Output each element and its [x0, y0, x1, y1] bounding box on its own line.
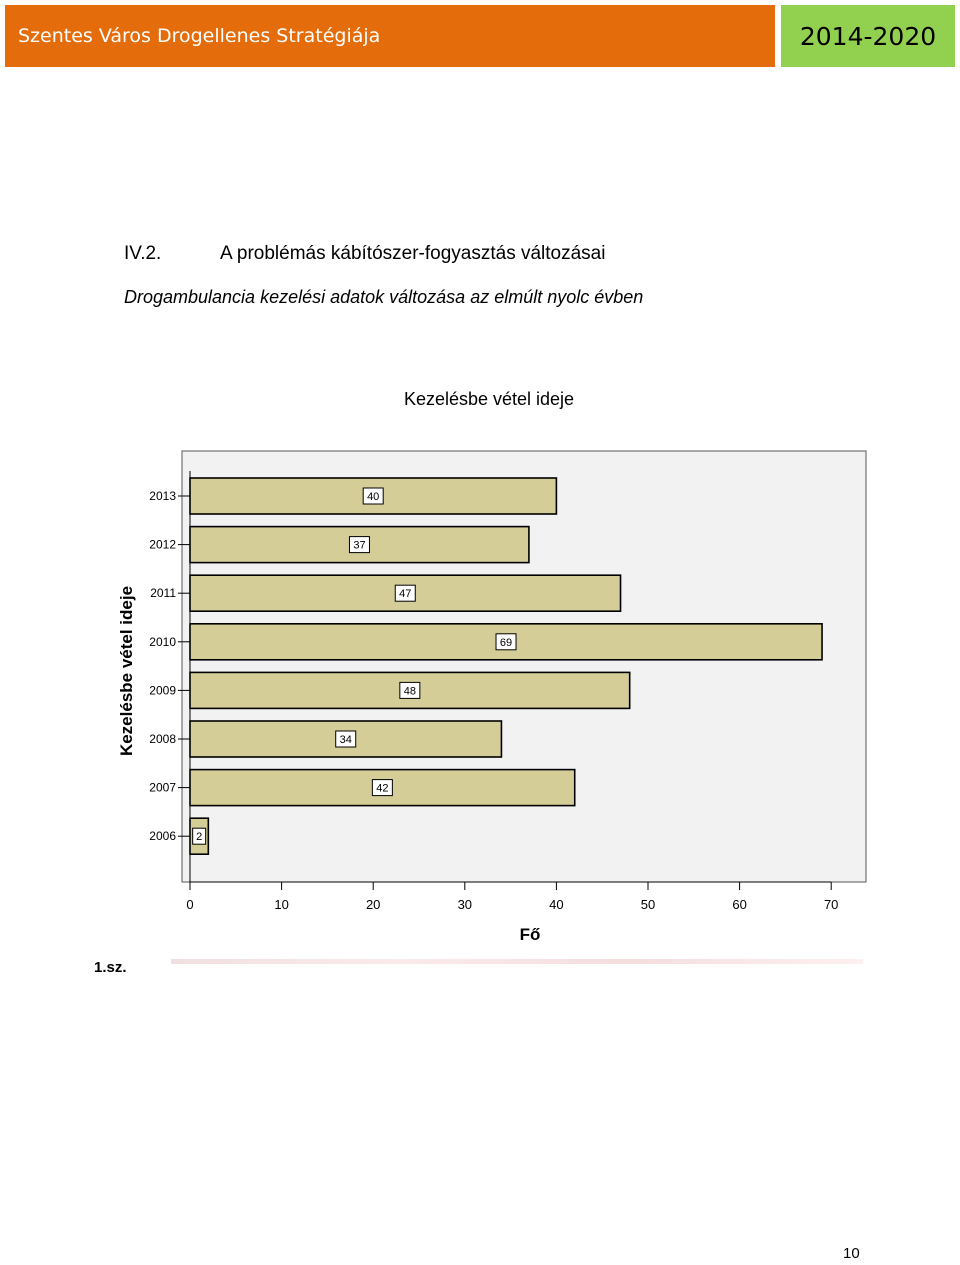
data-label-2010: 69	[499, 636, 513, 649]
y-tick-label-2007: 2007	[149, 780, 176, 795]
chart-subheading: Drogambulancia kezelési adatok változása az elmúlt nyolc évben	[124, 287, 644, 307]
document-period: 2014-2020	[799, 21, 937, 51]
y-tick-label-2010: 2010	[149, 634, 176, 649]
x-tick-label-30: 30	[457, 897, 473, 912]
section-number: IV.2.	[124, 243, 162, 264]
document-title: Szentes Város Drogellenes Stratégiája	[18, 25, 381, 47]
figure-label: 1.sz.	[94, 959, 127, 976]
chart-title: Kezelésbe vétel ideje	[403, 389, 575, 409]
y-tick-label-2008: 2008	[149, 732, 176, 746]
data-label-2011: 47	[399, 588, 412, 601]
y-tick-label-2011: 2011	[150, 586, 176, 601]
x-tick-label-40: 40	[549, 897, 564, 912]
section-title: A problémás kábítószer-fogyasztás változásai	[220, 243, 606, 264]
y-tick-label-2012: 2012	[149, 537, 176, 552]
y-tick-label-2006: 2006	[149, 829, 176, 844]
data-label-2008: 34	[339, 734, 352, 746]
y-axis-label: Kezelésbe vétel ideje	[117, 585, 136, 757]
x-axis-label: Fő	[519, 925, 541, 944]
decorative-strip	[171, 959, 863, 964]
data-label-2009: 48	[403, 685, 416, 698]
page-number: 10	[843, 1245, 860, 1262]
x-tick-label-70: 70	[823, 897, 839, 912]
x-tick-label-0: 0	[186, 897, 194, 912]
data-label-2012: 37	[353, 539, 366, 552]
y-tick-label-2009: 2009	[149, 683, 176, 698]
x-tick-label-50: 50	[640, 897, 656, 912]
plot-area	[182, 451, 866, 882]
x-tick-label-10: 10	[274, 897, 289, 912]
data-label-2006: 2	[196, 831, 203, 844]
x-tick-label-60: 60	[732, 897, 747, 912]
y-tick-label-2013: 2013	[149, 489, 176, 503]
x-tick-label-20: 20	[365, 897, 381, 912]
data-label-2007: 42	[376, 782, 389, 795]
data-label-2013: 40	[367, 491, 380, 503]
